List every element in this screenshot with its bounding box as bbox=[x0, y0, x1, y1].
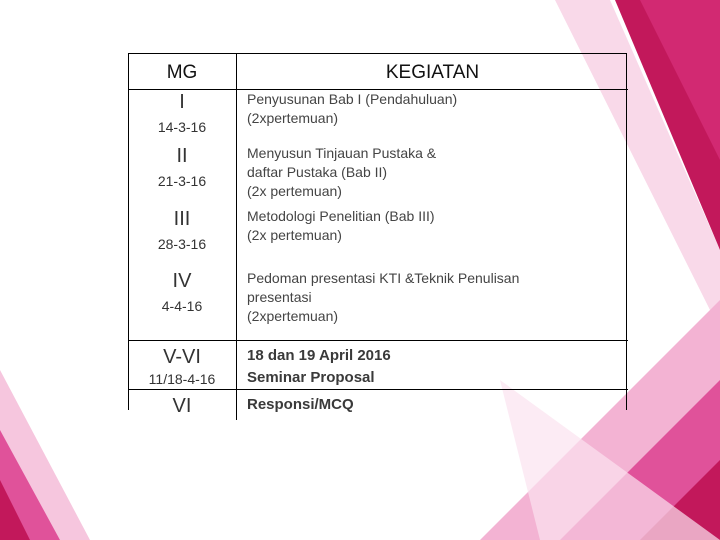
week-number: III bbox=[173, 207, 191, 230]
week-cell bbox=[128, 144, 237, 207]
week-date: 11/18-4-16 bbox=[148, 371, 216, 387]
week-number: IV bbox=[172, 269, 192, 292]
week-cell bbox=[128, 341, 237, 390]
week-number: V-VI bbox=[163, 346, 201, 368]
week-date: 28-3-16 bbox=[157, 235, 207, 252]
week-number: VI bbox=[172, 395, 192, 417]
table-row bbox=[128, 90, 628, 144]
header-activity: KEGIATAN bbox=[237, 53, 629, 90]
header-row bbox=[128, 53, 628, 90]
schedule-table bbox=[128, 53, 628, 420]
activity-cell: Responsi/MCQ bbox=[247, 396, 354, 413]
week-cell bbox=[128, 207, 237, 269]
week-cell bbox=[128, 390, 237, 420]
week-cell bbox=[128, 90, 237, 144]
week-number: II bbox=[176, 144, 188, 167]
table-row bbox=[128, 390, 628, 420]
week-date: 21-3-16 bbox=[157, 172, 207, 189]
table-row bbox=[128, 207, 628, 269]
table-row bbox=[128, 144, 628, 207]
week-date: 14-3-16 bbox=[157, 119, 207, 135]
header-week: MG bbox=[128, 53, 237, 90]
activity-cell: Menyusun Tinjauan Pustaka & daftar Pustaka (Bab II) (2x pertemuan) bbox=[247, 144, 437, 199]
week-date: 4-4-16 bbox=[161, 297, 203, 314]
activity-cell: Pedoman presentasi KTI &Teknik Penulisan presentasi (2xpertemuan) bbox=[237, 269, 629, 341]
table-row bbox=[128, 341, 628, 390]
activity-cell: 18 dan 19 April 2016 Seminar Proposal bbox=[237, 341, 629, 390]
week-cell bbox=[128, 269, 237, 341]
week-number: I bbox=[179, 91, 185, 113]
activity-cell: Metodologi Penelitian (Bab III) (2x pertemuan) bbox=[247, 207, 435, 243]
table-row bbox=[128, 269, 628, 341]
activity-cell: Penyusunan Bab I (Pendahuluan) (2xpertemuan) bbox=[247, 91, 458, 126]
